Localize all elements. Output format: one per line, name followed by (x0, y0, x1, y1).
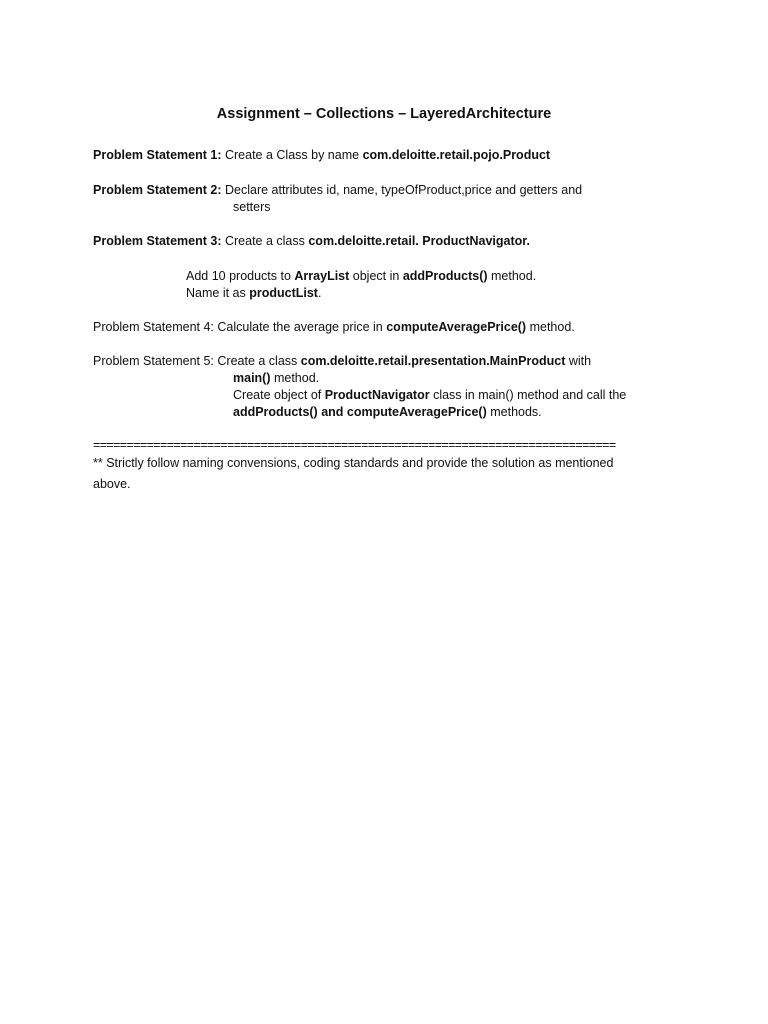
ps5-l3-tail: class in main() method and call the (429, 388, 627, 402)
ps5-code: com.deloitte.retail.presentation.MainProduct (300, 354, 566, 368)
ps5-l3-text: Create object of (233, 388, 325, 402)
ps5-l2-tail: method. (270, 371, 320, 385)
note-line-1: ** Strictly follow naming convensions, coding standards and provide the solution as mentioned (93, 456, 614, 470)
ps4-code: computeAveragePrice() (386, 320, 527, 334)
problem-statement-2 (93, 182, 582, 199)
ps3-sub2-text: Name it as (186, 286, 250, 300)
ps3-sub1-method: addProducts() (402, 269, 488, 283)
ps1-code: com.deloitte.retail.pojo.Product (362, 148, 551, 162)
ps4-label: Problem Statement 4: (93, 320, 214, 334)
note-line-2: above. (93, 477, 131, 491)
ps3-sub1-text2: object in (349, 269, 403, 283)
ps5-l3-class: ProductNavigator (324, 388, 430, 402)
ps5-main-method: main() (233, 371, 271, 385)
ps3-text: Create a class (221, 234, 309, 248)
ps5-line-2 (233, 370, 319, 387)
ps1-label: Problem Statement 1: (93, 148, 222, 162)
ps5-label: Problem Statement 5: (93, 354, 214, 368)
ps5-line-3 (233, 387, 626, 404)
document-title: Assignment – Collections – LayeredArchitecture (216, 106, 552, 122)
ps5-line-4 (233, 404, 542, 421)
ps3-sub1-text: Add 10 products to (186, 269, 295, 283)
ps3-sub1-arraylist: ArrayList (294, 269, 350, 283)
ps5-l4-methods: addProducts() and computeAveragePrice() (233, 405, 487, 419)
ps5-tail: with (565, 354, 592, 368)
problem-statement-1 (93, 147, 550, 164)
problem-statement-3 (93, 233, 530, 250)
ps4-text: Calculate the average price in (213, 320, 387, 334)
ps3-sub-line-2 (186, 285, 321, 302)
ps5-l4-tail: methods. (486, 405, 542, 419)
ps3-code: com.deloitte.retail. ProductNavigator. (308, 234, 530, 248)
ps3-sub2-tail: . (317, 286, 322, 300)
ps3-sub2-name: productList (249, 286, 318, 300)
ps1-text: Create a Class by name (221, 148, 363, 162)
ps5-text: Create a class (213, 354, 301, 368)
ps3-sub-line-1 (186, 268, 536, 285)
problem-statement-5 (93, 353, 591, 370)
problem-statement-2-cont: setters (233, 200, 271, 214)
ps3-sub1-tail: method. (487, 269, 537, 283)
ps2-label: Problem Statement 2: (93, 183, 222, 197)
ps3-label: Problem Statement 3: (93, 234, 222, 248)
ps2-line1: Declare attributes id, name, typeOfProduct,price and getters and (221, 183, 583, 197)
separator-line: ============================================================================== (93, 438, 616, 452)
ps4-tail: method. (526, 320, 575, 334)
problem-statement-4 (93, 319, 575, 336)
